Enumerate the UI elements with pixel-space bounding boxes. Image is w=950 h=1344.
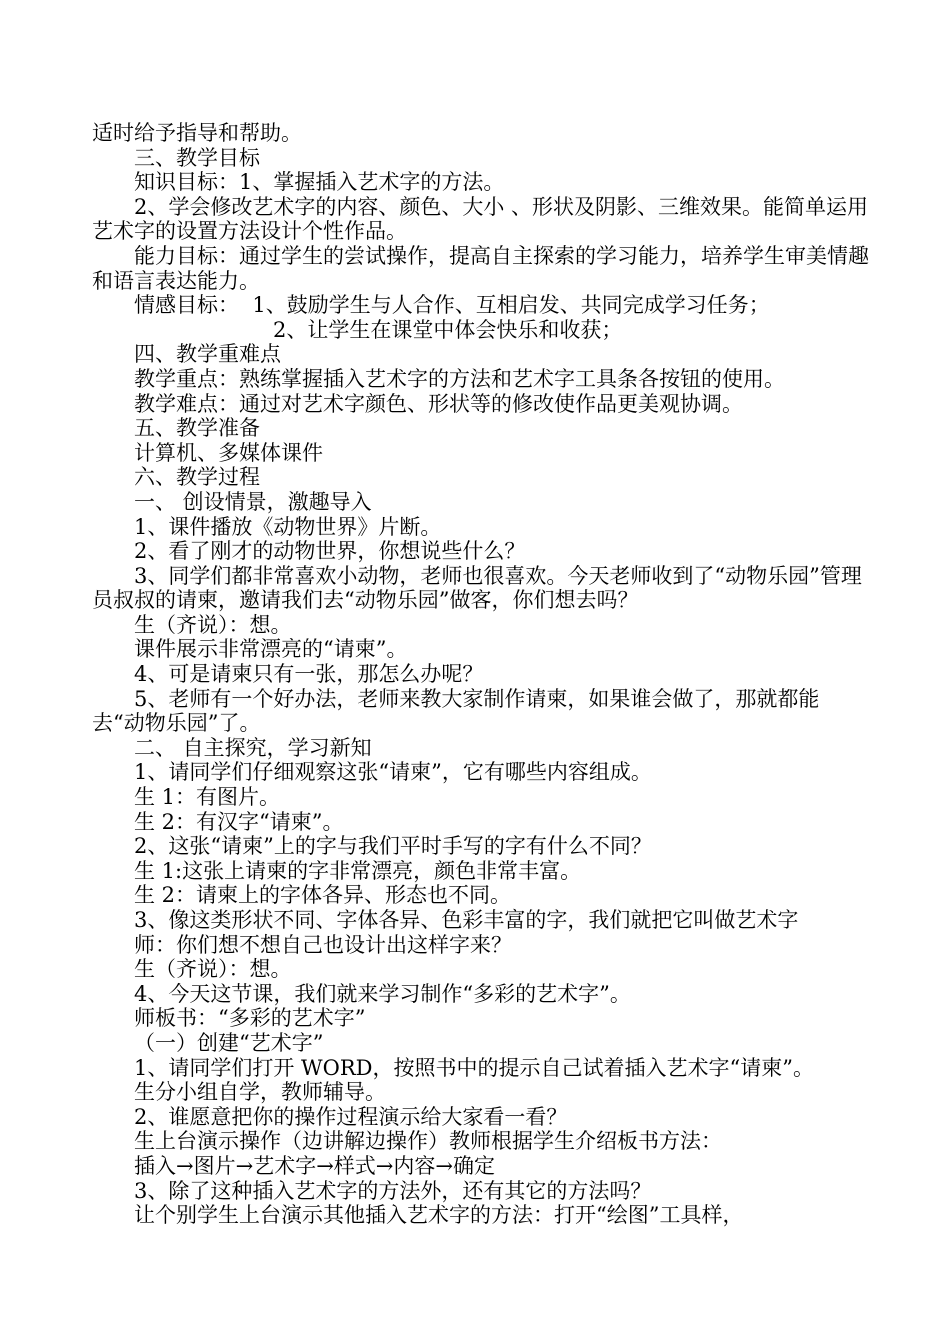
paragraph: 四、教学重难点 xyxy=(134,342,281,367)
paragraph: 1、请同学们仔细观察这张“请柬”，它有哪些内容组成。 xyxy=(134,760,652,785)
paragraph: 适时给予指导和帮助。 xyxy=(92,121,302,145)
paragraph: 一、 创设情景，激趣导入 xyxy=(134,489,372,514)
paragraph: 课件展示非常漂亮的“请柬”。 xyxy=(134,637,408,662)
paragraph: 4、可是请柬只有一张，那怎么办呢？ xyxy=(134,662,484,687)
paragraph: 5、老师有一个好办法，老师来教大家制作请柬，如果谁会做了，那就都能去“动物乐园”了。 xyxy=(92,686,820,736)
paragraph: 2、看了刚才的动物世界，你想说些什么？ xyxy=(134,539,526,564)
paragraph: 师：你们想不想自己也设计出这样字来？ xyxy=(134,932,512,957)
paragraph: 生上台演示操作（边讲解边操作）教师根据学生介绍板书方法： xyxy=(134,1129,722,1154)
document-body xyxy=(92,121,872,1228)
paragraph: 生 2：有汉字“请柬”。 xyxy=(134,809,344,834)
paragraph: 生（齐说）：想。 xyxy=(134,612,292,637)
paragraph: 插入→图片→艺术字→样式→内容→确定 xyxy=(134,1153,495,1178)
paragraph: 五、教学准备 xyxy=(134,416,260,441)
paragraph: 生分小组自学，教师辅导。 xyxy=(134,1080,386,1105)
paragraph: 教学难点：通过对艺术字颜色、形状等的修改使作品更美观协调。 xyxy=(134,391,743,416)
paragraph: 能力目标：通过学生的尝试操作，提高自主探索的学习能力，培养学生审美情趣和语言表达能力。 xyxy=(92,243,869,293)
paragraph: 2、这张“请柬”上的字与我们平时手写的字有什么不同？ xyxy=(134,834,652,859)
paragraph: 让个别学生上台演示其他插入艺术字的方法：打开“绘图”工具样， xyxy=(134,1203,744,1228)
paragraph: 2、谁愿意把你的操作过程演示给大家看一看？ xyxy=(134,1104,568,1129)
paragraph: 4、今天这节课，我们就来学习制作“多彩的艺术字”。 xyxy=(134,981,631,1006)
paragraph: 六、教学过程 xyxy=(134,465,260,490)
paragraph: 3、像这类形状不同、字体各异、色彩丰富的字，我们就把它叫做艺术字 xyxy=(134,908,799,932)
paragraph: 教学重点：熟练掌握插入艺术字的方法和艺术字工具条各按钮的使用。 xyxy=(134,366,785,391)
paragraph: 3、除了这种插入艺术字的方法外，还有其它的方法吗？ xyxy=(134,1178,652,1203)
paragraph: 计算机、多媒体课件 xyxy=(134,440,323,465)
paragraph: 2、学会修改艺术字的内容、颜色、大小 、形状及阴影、三维效果。能简单运用艺术字的设置方法设计个性作品。 xyxy=(92,194,869,244)
paragraph: 情感目标： 1、鼓励学生与人合作、互相启发、共同完成学习任务； xyxy=(134,293,770,318)
paragraph: 三、教学目标 xyxy=(134,145,260,170)
paragraph: 生 1：有图片。 xyxy=(134,785,281,810)
paragraph: 生（齐说）：想。 xyxy=(134,957,292,982)
paragraph: 二、 自主探究，学习新知 xyxy=(134,735,372,760)
paragraph: 2、让学生在课堂中体会快乐和收获； xyxy=(273,317,623,342)
paragraph: 生 1:这张上请柬的字非常漂亮，颜色非常丰富。 xyxy=(134,858,582,883)
paragraph: 生 2：请柬上的字体各异、形态也不同。 xyxy=(134,883,512,908)
paragraph: 3、同学们都非常喜欢小动物，老师也很喜欢。今天老师收到了“动物乐园”管理员叔叔的请柬，邀请我们去“动物乐园”做客，你们想去吗？ xyxy=(92,563,862,613)
paragraph: 师板书：“多彩的艺术字” xyxy=(134,1006,366,1031)
paragraph: 1、课件播放《动物世界》片断。 xyxy=(134,514,442,539)
paragraph: （一）创建“艺术字” xyxy=(134,1030,324,1055)
paragraph: 1、请同学们打开 WORD，按照书中的提示自己试着插入艺术字“请柬”。 xyxy=(134,1055,814,1080)
paragraph: 知识目标：1、掌握插入艺术字的方法。 xyxy=(134,170,505,195)
